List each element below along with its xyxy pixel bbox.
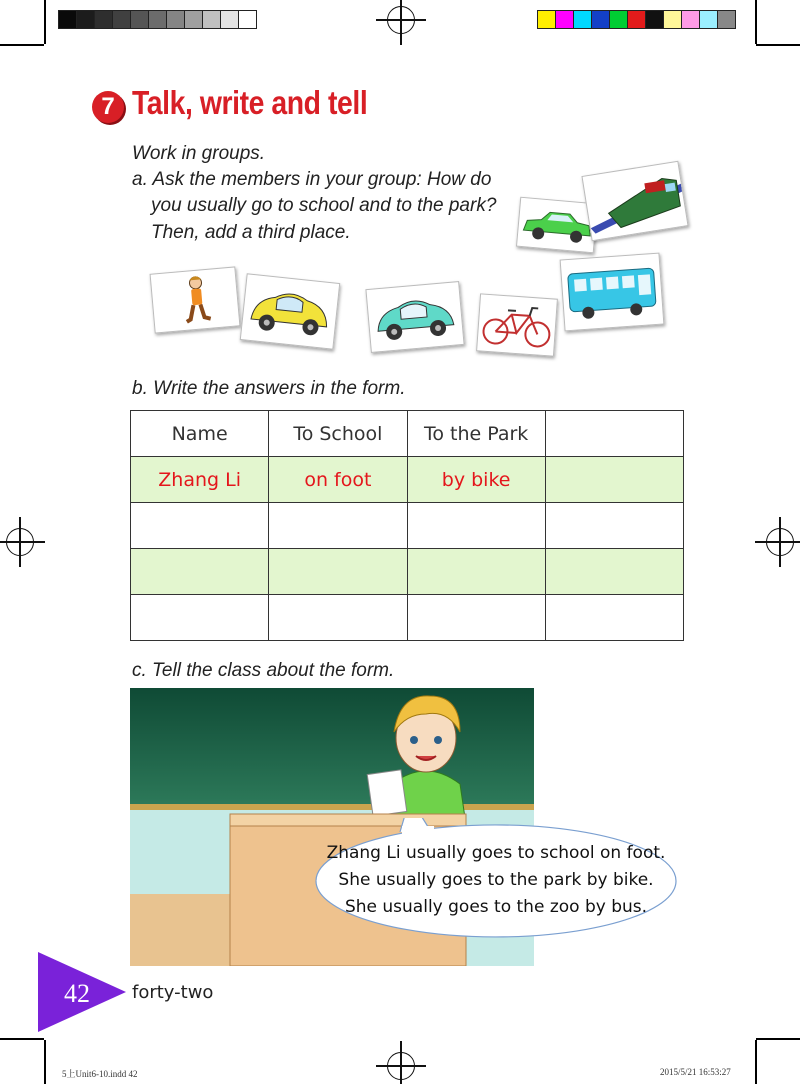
instruction-c: c. Tell the class about the form. [132,660,395,681]
header-to-school: To School [269,411,407,457]
grayscale-swatch-bar [58,10,257,29]
header-third-place[interactable] [545,411,683,457]
print-date-info: 2015/5/21 16:53:27 [660,1067,731,1077]
bicycle-picture [476,293,558,356]
registration-mark-top [387,6,415,34]
table-cell[interactable] [131,503,269,549]
instruction-a-line3: Then, add a third place. [151,222,351,243]
instruction-work-in-groups: Work in groups. [132,143,266,164]
table-cell[interactable] [269,595,407,641]
speech-line-3: She usually goes to the zoo by bus. [344,897,648,917]
header-name: Name [131,411,269,457]
table-cell[interactable]: Zhang Li [131,457,269,503]
table-cell[interactable] [269,503,407,549]
instruction-a-line1: a. Ask the members in your group: How do [132,169,492,190]
table-cell[interactable]: on foot [269,457,407,503]
table-cell[interactable] [545,457,683,503]
table-row [131,595,684,641]
yellow-car-picture [240,273,340,349]
table-cell[interactable] [545,595,683,641]
bus-picture [560,253,665,332]
table-cell[interactable] [131,595,269,641]
table-cell[interactable] [269,549,407,595]
page-number: 42 [64,979,90,1008]
table-cell[interactable] [407,503,545,549]
speech-line-1: Zhang Li usually goes to school on foot. [326,843,666,863]
speech-bubble [300,818,692,944]
color-swatch-bar [537,10,736,29]
instruction-a-line2: you usually go to school and to the park? [151,195,497,216]
table-cell[interactable] [545,503,683,549]
exercise-number-badge: 7 [92,91,124,123]
registration-mark-right [766,528,794,556]
walking-boy-picture [150,266,241,333]
page-number-word: forty-two [132,982,214,1003]
registration-mark-bottom [387,1052,415,1080]
header-to-the-park: To the Park [407,411,545,457]
train-picture [581,161,688,242]
answer-form-table [130,410,684,641]
registration-mark-left [6,528,34,556]
print-file-info: 5上Unit6-10.indd 42 [62,1069,138,1079]
table-cell[interactable] [545,549,683,595]
table-row [131,503,684,549]
teal-car-picture [365,281,464,353]
table-cell[interactable] [131,549,269,595]
table-row [131,549,684,595]
table-row [131,457,684,503]
exercise-title: Talk, write and tell [132,84,368,121]
table-cell[interactable]: by bike [407,457,545,503]
table-cell[interactable] [407,595,545,641]
instruction-b: b. Write the answers in the form. [132,378,406,399]
speech-line-2: She usually goes to the park by bike. [338,870,654,890]
table-cell[interactable] [407,549,545,595]
table-header-row [131,411,684,457]
